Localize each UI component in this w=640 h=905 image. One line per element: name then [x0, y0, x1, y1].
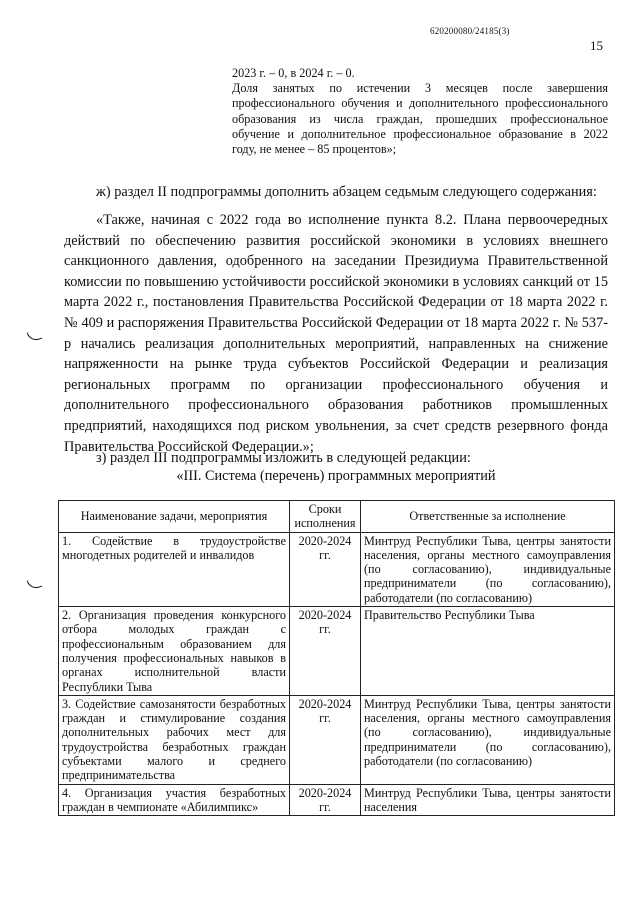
- cell-term: 2020-2024 гг.: [290, 532, 361, 606]
- indicator-line-employment-share: Доля занятых по истечении 3 месяцев после завершения профессионального обучения и дополнительного профессионального образования из числа граждан, прошедших профессиональное обучение и дополнительное профессиональное образование в 2022 году, не менее – 85 процентов»;: [232, 81, 608, 157]
- cell-responsible: Минтруд Республики Тыва, центры занятости населения, органы местного самоуправления (по согласованию), индивидуальные предприниматели (по согласованию), работодатели (по согласованию): [361, 532, 615, 606]
- table-row: [59, 607, 615, 696]
- continued-indicator-block: [232, 66, 608, 157]
- cell-term: 2020-2024 гг.: [290, 784, 361, 816]
- table-header-row: [59, 501, 615, 533]
- margin-mark-icon: [27, 328, 43, 343]
- cell-term: 2020-2024 гг.: [290, 607, 361, 696]
- quoted-paragraph: [64, 210, 608, 457]
- cell-responsible: Минтруд Республики Тыва, центры занятости населения, органы местного самоуправления (по согласованию), индивидуальные предприниматели (по согласованию), работодатели (по согласованию): [361, 695, 615, 784]
- table-row: [59, 695, 615, 784]
- header-task: Наименование задачи, мероприятия: [59, 501, 290, 533]
- amendment-paragraph-zh: [64, 182, 608, 203]
- cell-task: 1. Содействие в трудоустройстве многодетных родителей и инвалидов: [59, 532, 290, 606]
- page-number: 15: [590, 38, 603, 53]
- amendment-text-zh: ж) раздел II подпрограммы дополнить абзацем седьмым следующего содержания:: [96, 184, 597, 200]
- measures-table: [58, 500, 615, 816]
- amendment-paragraph-z: [64, 448, 608, 469]
- header-responsible: Ответственные за исполнение: [361, 501, 615, 533]
- margin-mark-icon: [27, 576, 43, 591]
- cell-task: 2. Организация проведения конкурсного отбора молодых граждан с профессиональным образованием для получения профессиональных навыков в органах исполнительной власти Республики Тыва: [59, 607, 290, 696]
- indicator-line-years: 2023 г. – 0, в 2024 г. – 0.: [232, 66, 355, 80]
- quoted-text: «Также, начиная с 2022 года во исполнение пункта 8.2. Плана первоочередных действий по обеспечению развития российской экономики в условиях внешнего санкционного давления, одобренного на заседании Президиума Правительственной комиссии по повышению устойчивости российской экономики в условиях санкций от 15 марта 2022 г., постановления Правительства Российской Федерации от 18 марта 2022 г. № 409 и распоряжения Правительства Российской Федерации от 18 марта 2022 г. № 537-р начались реализация дополнительных мероприятий, направленных на снижение напряженности на рынке труда субъектов Российской Федерации и реализация региональных программ по организации профессионального обучения и дополнительного профессионального образования работников промышленных предприятий, находящихся под риском увольнения, за счет средств резервного фонда Правительства Российской Федерации.»;: [64, 212, 608, 455]
- table-row: [59, 532, 615, 606]
- cell-task: 4. Организация участия безработных граждан в чемпионате «Абилимпикс»: [59, 784, 290, 816]
- table-row: [59, 784, 615, 816]
- cell-term: 2020-2024 гг.: [290, 695, 361, 784]
- cell-responsible: Правительство Республики Тыва: [361, 607, 615, 696]
- document-number: 620200080/24185(3): [430, 26, 510, 36]
- cell-responsible: Минтруд Республики Тыва, центры занятости населения: [361, 784, 615, 816]
- header-term: Сроки исполнения: [290, 501, 361, 533]
- section-heading: «III. Система (перечень) программных мероприятий: [176, 468, 496, 484]
- cell-task: 3. Содействие самозанятости безработных граждан и стимулирование создания дополнительных рабочих мест для трудоустройства безработных граждан субъектами малого и среднего предпринимательства: [59, 695, 290, 784]
- amendment-text-z: з) раздел III подпрограммы изложить в следующей редакции:: [96, 450, 471, 466]
